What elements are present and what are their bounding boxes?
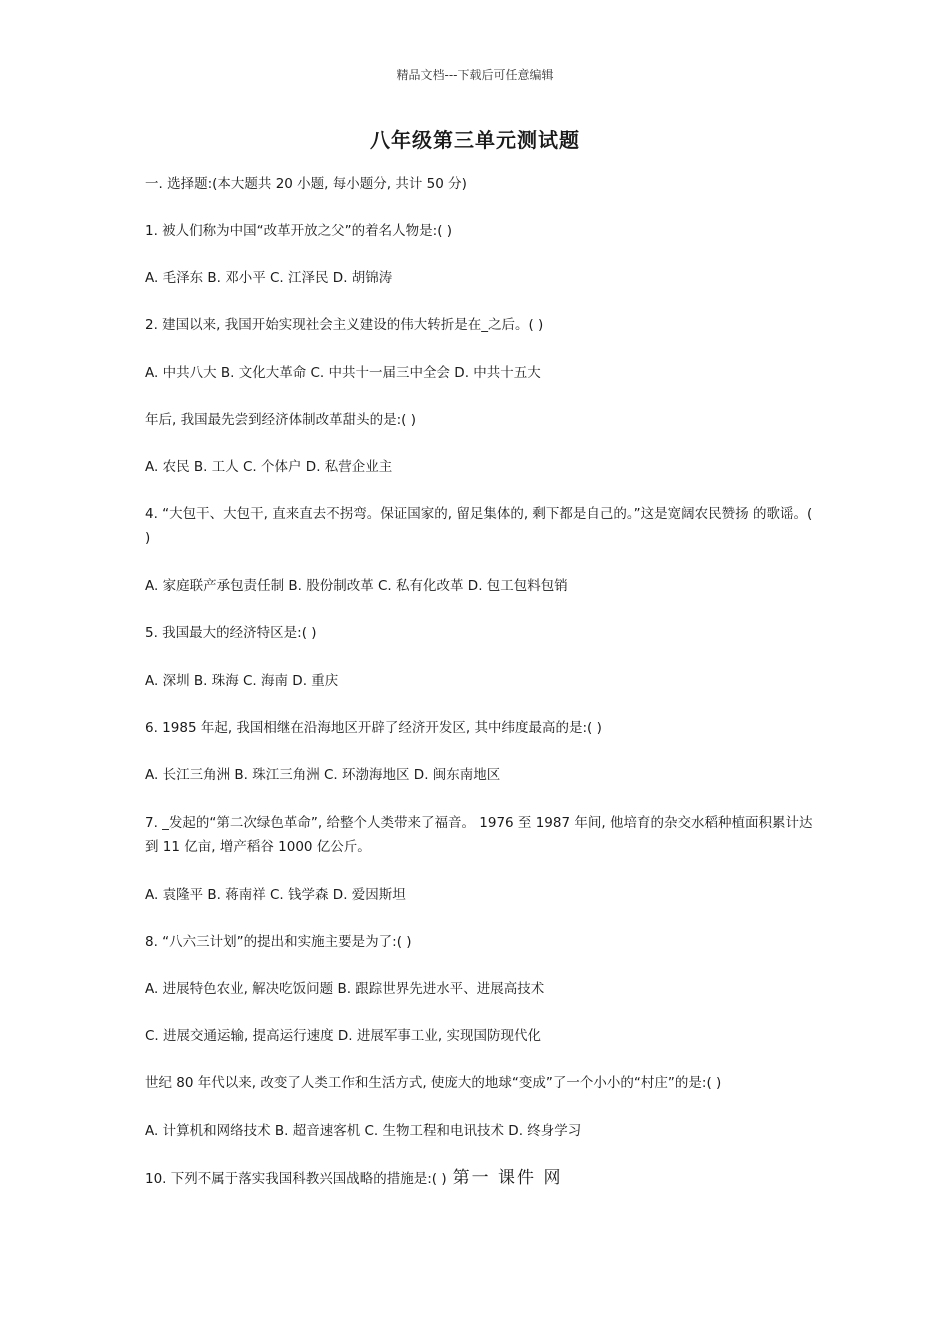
question-5: 5. 我国最大的经济特区是:( ) [145, 625, 317, 641]
options-5: A. 深圳 B. 珠海 C. 海南 D. 重庆 [145, 673, 339, 689]
options-6: A. 长江三角洲 B. 珠江三角洲 C. 环渤海地区 D. 闽东南地区 [145, 767, 501, 783]
options-4: A. 家庭联产承包责任制 B. 股份制改革 C. 私有化改革 D. 包工包料包销 [145, 578, 568, 594]
question-6: 6. 1985 年起, 我国相继在沿海地区开辟了经济开发区, 其中纬度最高的是:( ) [145, 720, 602, 736]
question-2: 2. 建国以来, 我国开始实现社会主义建设的伟大转折是在_之后。( ) [145, 317, 544, 333]
question-1: 1. 被人们称为中国“改革开放之父”的着名人物是:( ) [145, 223, 453, 239]
question-8: 8. “八六三计划”的提出和实施主要是为了:( ) [145, 934, 412, 950]
options-8a: A. 进展特色农业, 解决吃饭问题 B. 跟踪世界先进水平、进展高技术 [145, 981, 545, 997]
question-9: 世纪 80 年代以来, 改变了人类工作和生活方式, 使庞大的地球“变成”了一个小小的“村庄”的是:( ) [145, 1075, 722, 1091]
options-9: A. 计算机和网络技术 B. 超音速客机 C. 生物工程和电讯技术 D. 终身学习 [145, 1123, 582, 1139]
page-title: 八年级第三单元测试题 [370, 128, 580, 152]
page-header: 精品文档---下载后可任意编辑 [396, 68, 554, 82]
options-7: A. 袁隆平 B. 蒋南祥 C. 钱学森 D. 爱因斯坦 [145, 887, 406, 903]
question-3: 年后, 我国最先尝到经济体制改革甜头的是:( ) [145, 412, 416, 428]
options-1: A. 毛泽东 B. 邓小平 C. 江泽民 D. 胡锦涛 [145, 270, 393, 286]
options-3: A. 农民 B. 工人 C. 个体户 D. 私营企业主 [145, 459, 393, 475]
question-4: 4. “大包干、大包干, 直来直去不拐弯。保证国家的, 留足集体的, 剩下都是自己的。”这是宽阔农民赞扬 的歌谣。( ) [145, 506, 813, 546]
question-10-text: 10. 下列不属于落实我国科教兴国战略的措施是:( ) [145, 1171, 447, 1187]
question-7: 7. _发起的“第二次绿色革命”, 给整个人类带来了福音。 1976 至 1987 年间, 他培育的杂交水稻种植面积累计达到 11 亿亩, 增产稻谷 1000 亿公斤。 [145, 815, 813, 855]
options-8b: C. 进展交通运输, 提高运行速度 D. 进展军事工业, 实现国防现代化 [145, 1028, 541, 1044]
section-heading: 一. 选择题:(本大题共 20 小题, 每小题分, 共计 50 分) [145, 176, 467, 192]
watermark-text: 第一 课件 网 [452, 1168, 563, 1188]
question-10 [145, 1166, 815, 1191]
options-2: A. 中共八大 B. 文化大革命 C. 中共十一届三中全会 D. 中共十五大 [145, 365, 541, 381]
